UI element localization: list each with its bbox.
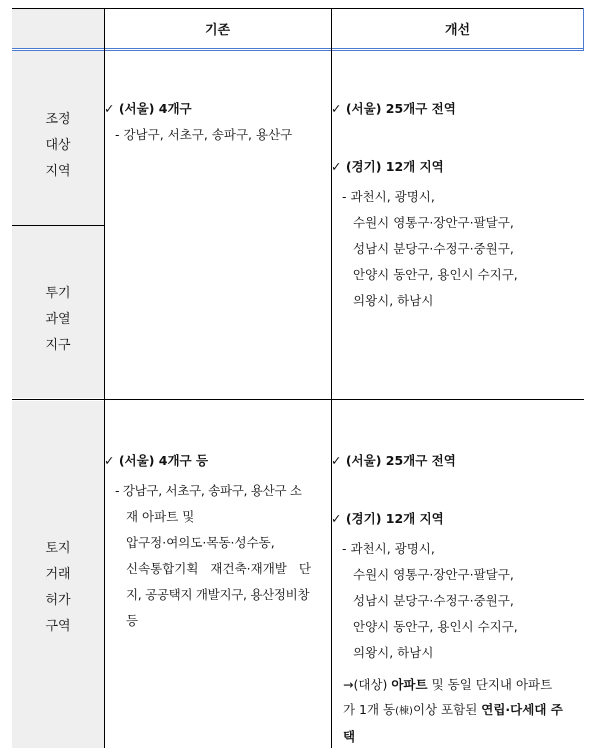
label-split-line	[12, 225, 104, 226]
row-label-line: 투기	[45, 286, 71, 301]
bullet-seoul-25: ✓ (서울) 25개구 전역	[331, 453, 456, 468]
row-label-speculation-district	[12, 278, 104, 362]
district-line: - 과천시, 광명시,	[342, 541, 435, 556]
bullet-gyeonggi-12: ✓ (경기) 12개 지역	[331, 511, 444, 526]
bullet-gyeonggi-12: ✓ (경기) 12개 지역	[331, 159, 444, 174]
row-label-line: 거래	[45, 567, 71, 582]
row-label-line: 허가	[45, 593, 71, 608]
row-separator	[12, 399, 584, 400]
bullet-seoul-4: ✓ (서울) 4개구	[104, 101, 192, 116]
note-rowhouse-end: 택	[343, 729, 356, 744]
bullet-seoul-25: ✓ (서울) 25개구 전역	[331, 101, 456, 116]
target-note	[331, 672, 579, 749]
row-label-line: 조정	[45, 112, 71, 127]
note-apartment: 아파트	[391, 677, 428, 692]
header-before: 기존	[204, 22, 231, 38]
note-small: (棟)	[395, 706, 413, 717]
header-corner-cell	[12, 8, 104, 48]
district-line: 성남시 분당구·수정구·중원구,	[353, 593, 514, 608]
note-text: 및 동일 단지내 아파트	[427, 677, 553, 692]
row-label-line: 구역	[45, 619, 71, 634]
district-line: 안양시 동안구, 용인시 수지구,	[353, 619, 518, 634]
note-prefix: →(대상)	[343, 677, 392, 692]
area-line: 등	[126, 613, 139, 628]
district-line: 의왕시, 하남시	[353, 293, 434, 308]
header-bottom-border-2	[12, 50, 584, 51]
district-line: 안양시 동안구, 용인시 수지구,	[353, 267, 518, 282]
note-text: 이상 포함된	[412, 702, 482, 717]
area-line: - 강남구, 서초구, 송파구, 용산구 소	[115, 483, 302, 498]
zone-before-content	[104, 96, 330, 148]
area-line: 재 아파트 및	[126, 509, 195, 524]
row-label-line: 과열	[45, 312, 71, 327]
zone-after-content	[331, 96, 583, 314]
row-label-line: 지역	[45, 164, 71, 179]
district-line: 수원시 영통구·장안구·팔달구,	[353, 215, 514, 230]
district-line: 성남시 분당구·수정구·중원구,	[353, 241, 514, 256]
header-bottom-border	[12, 48, 584, 49]
district-line: - 과천시, 광명시,	[342, 189, 435, 204]
bullet-seoul-4-etc: ✓ (서울) 4개구 등	[104, 453, 209, 468]
district-line: 수원시 영통구·장안구·팔달구,	[353, 567, 514, 582]
district-list: - 강남구, 서초구, 송파구, 용산구	[115, 127, 293, 142]
row-label-line: 대상	[45, 138, 71, 153]
row-label-adjustment-zone	[12, 94, 104, 198]
area-line: 신속통합기획 재건축·재개발 단	[126, 561, 311, 576]
land-after-content	[331, 448, 583, 749]
row-label-land-permit-zone	[12, 533, 104, 643]
area-line: 압구정·여의도·목동·성수동,	[126, 535, 275, 550]
note-rowhouse: 연립·다세대 주	[481, 702, 563, 717]
land-before-content	[104, 448, 330, 634]
row-label-line: 토지	[45, 541, 71, 556]
comparison-table	[12, 8, 584, 748]
header-after: 개선	[444, 22, 471, 38]
area-line: 지, 공공택지 개발지구, 용산정비창	[126, 587, 310, 602]
district-line: 의왕시, 하남시	[353, 645, 434, 660]
note-text: 가 1개 동	[343, 702, 396, 717]
row-label-line: 지구	[45, 338, 71, 353]
